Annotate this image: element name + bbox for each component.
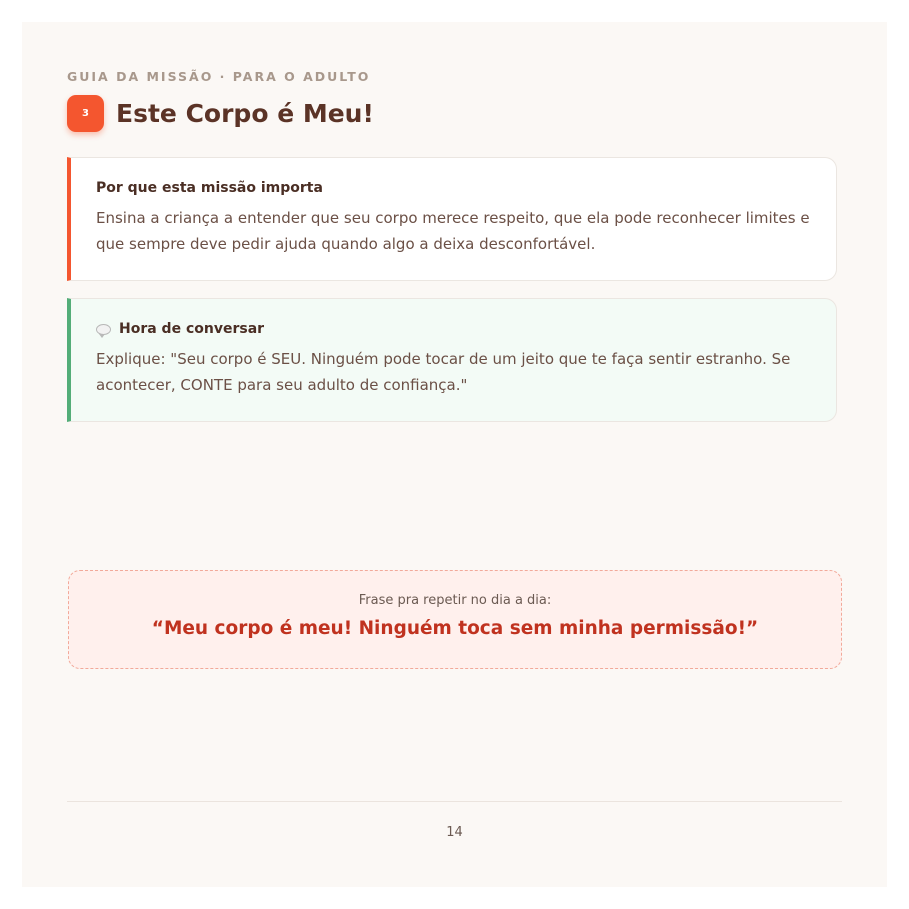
why-card-body: Ensina a criança a entender que seu corpo merece respeito, que ela pode reconhecer limites e que sempre deve pedir ajuda quando algo a deixa desconfortável. [96, 209, 810, 253]
talk-time-card [67, 298, 837, 422]
page-title: Este Corpo é Meu! [116, 99, 374, 128]
why-card-heading: Por que esta missão importa [96, 180, 323, 196]
daily-phrase-box [68, 570, 842, 669]
why-mission-matters-card [67, 157, 837, 281]
footer-divider [67, 801, 842, 802]
page-number: 14 [446, 825, 463, 840]
mission-number-badge: 3 [67, 95, 104, 132]
talk-card-body: Explique: "Seu corpo é SEU. Ninguém pode tocar de um jeito que te faça sentir estranho. Se acontecer, CONTE para seu adulto de confiança." [96, 350, 791, 394]
section-eyebrow: GUIA DA MISSÃO · PARA O ADULTO [67, 69, 371, 84]
title-row [67, 95, 374, 132]
speech-bubble-icon [96, 324, 111, 335]
document-page [22, 22, 887, 887]
talk-card-heading: Hora de conversar [119, 321, 265, 337]
talk-card-header [96, 321, 812, 337]
phrase-text: “Meu corpo é meu! Ninguém toca sem minha permissão!” [151, 618, 759, 639]
phrase-label: Frase pra repetir no dia a dia: [358, 593, 552, 608]
